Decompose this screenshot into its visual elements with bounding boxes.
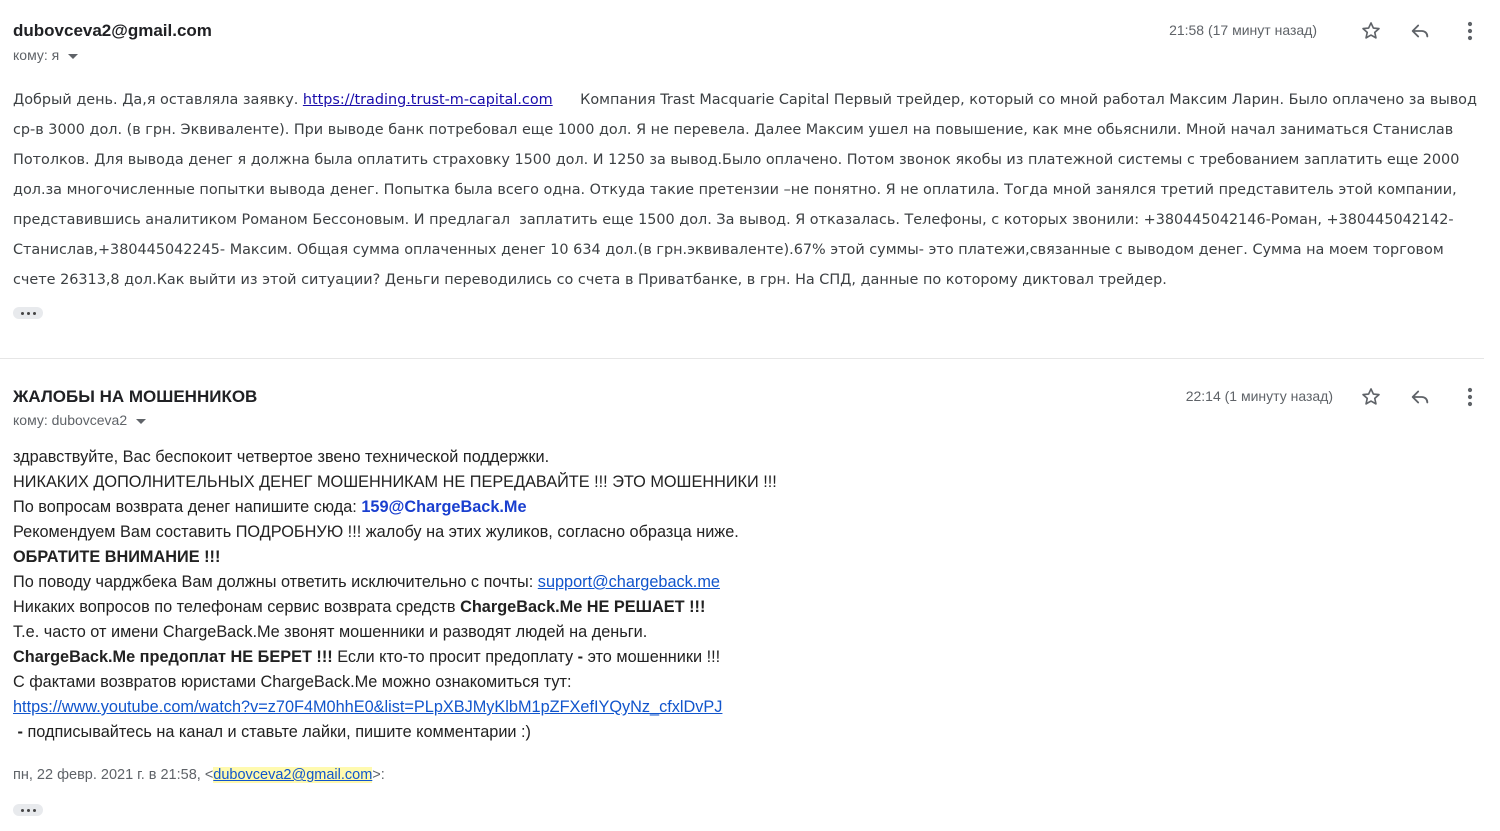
message-body <box>13 446 1413 746</box>
quote-email-link[interactable]: dubovceva2@gmail.com <box>213 767 373 783</box>
body-line <box>13 721 1413 746</box>
star-button[interactable] <box>1357 383 1385 411</box>
quoted-header <box>13 767 385 783</box>
body-text: Если кто-то просит предоплату <box>332 648 578 666</box>
youtube-link[interactable]: https://www.youtube.com/watch?v=z70F4M0hhE0&list=PLpXBJMyKlbM1pZFXefIYQyNz_cfxlDvPJ <box>13 698 723 716</box>
body-text: По вопросам возврата денег напишите сюда: <box>13 498 362 516</box>
body-line <box>13 696 1413 721</box>
body-text: Компания Trast Macquarie Capital Первый трейдер, который со мной работал Максим Ларин. Было оплачено за вывод ср-в 3000 дол. (в грн. Эквиваленте). При выводе банк потребовал еще 1000 дол. Я не перевела. Далее Максим ушел на повышение, как мне обьяснили. Мной начал заниматься Станислав Потолков. Для вывода денег я должна была оплатить страховку 1500 дол. И 1250 за вывод.Было оплачено. Потом звонок якобы из платежной системы с требованием заплатить еще 2000 дол.за многочисленные попытки вывода денег. Попытка была всего одна. Откуда такие претензии –не понятно. Я не оплатила. Тогда мной занялся третий представитель этой компании, представившись аналитиком Романом Бессоновым. И предлагал заплатить еще 1500 дол. За вывод. Я отказалась. Телефоны, с которых звонили: +380445042146-Роман, +380445042142-Станислав,+380445042245- Максим. Общая сумма оплаченных денег 10 634 дол.(в грн.эквиваленте).67% этой суммы- это платежи,связанные с выводом денег. Сумма на моем торговом счете 26313,8 дол.Как выйти из этой ситуации? Деньги переводились со счета в Приватбанке, в грн. На СПД, данные по которому диктовал трейдер. <box>13 92 1482 288</box>
ellipsis-icon <box>21 809 24 812</box>
message-timestamp: 22:14 (1 минуту назад) <box>1185 388 1333 404</box>
message-body <box>13 85 1488 295</box>
more-vert-icon <box>1467 387 1473 407</box>
body-bold-text: ChargeBack.Me НЕ РЕШАЕТ !!! <box>460 598 706 616</box>
chevron-down-icon[interactable] <box>68 54 78 59</box>
recipients-dropdown[interactable] <box>13 47 78 63</box>
attention-heading: ОБРАТИТЕ ВНИМАНИЕ !!! <box>13 548 221 566</box>
quote-text: пн, 22 февр. 2021 г. в 21:58, < <box>13 767 214 783</box>
reply-icon <box>1408 20 1432 42</box>
message-timestamp: 21:58 (17 минут назад) <box>1169 22 1317 38</box>
body-text: По поводу чарджбека Вам должны ответить исключительно с почты: <box>13 573 538 591</box>
body-line: Рекомендуем Вам составить ПОДРОБНУЮ !!! жалобу на этих жуликов, согласно образца ниже. <box>13 523 739 541</box>
sender-name[interactable]: dubovceva2@gmail.com <box>13 21 212 40</box>
body-bold-dash: - <box>577 648 584 666</box>
body-line: здравствуйте, Вас беспокоит четвертое звено технической поддержки. <box>13 448 550 466</box>
show-trimmed-button[interactable] <box>13 804 43 816</box>
body-bold-text: ChargeBack.Me предоплат НЕ БЕРЕТ !!! <box>13 648 333 666</box>
body-line <box>13 646 1413 671</box>
more-options-button[interactable] <box>1456 383 1484 411</box>
more-vert-icon <box>1467 21 1473 41</box>
body-line <box>13 496 1413 521</box>
star-button[interactable] <box>1357 17 1385 45</box>
body-line <box>13 546 1413 571</box>
chargeback-email-link[interactable]: 159@ChargeBack.Me <box>361 498 527 516</box>
ellipsis-dot <box>27 809 30 812</box>
body-line: Т.е. часто от имени ChargeBack.Me звонят мошенники и разводят людей на деньги. <box>13 623 648 641</box>
reply-button[interactable] <box>1406 17 1434 45</box>
sender-name[interactable]: ЖАЛОБЫ НА МОШЕННИКОВ <box>13 387 258 406</box>
show-trimmed-button[interactable] <box>13 307 43 319</box>
recipients-label: кому: я <box>13 47 60 63</box>
reply-button[interactable] <box>1406 383 1434 411</box>
chevron-down-icon[interactable] <box>136 419 146 424</box>
body-bold-dash: - <box>13 723 23 741</box>
body-text: это мошенники !!! <box>583 648 721 666</box>
body-text: Добрый день. Да,я оставляла заявку. <box>13 92 303 108</box>
ellipsis-icon <box>21 312 24 315</box>
trading-link[interactable]: https://trading.trust-m-capital.com <box>302 92 553 108</box>
body-text: Никаких вопросов по телефонам сервис возврата средств <box>13 598 461 616</box>
body-line <box>13 571 1413 596</box>
ellipsis-dot <box>27 312 30 315</box>
email-message-1 <box>0 0 1484 359</box>
ellipsis-dot <box>33 809 36 812</box>
body-text: подписывайтесь на канал и ставьте лайки, пишите комментарии :) <box>22 723 531 741</box>
body-line <box>13 596 1413 621</box>
support-email-link[interactable]: support@chargeback.me <box>537 573 720 591</box>
quote-text: >: <box>372 767 385 783</box>
body-line: НИКАКИХ ДОПОЛНИТЕЛЬНЫХ ДЕНЕГ МОШЕННИКАМ НЕ ПЕРЕДАВАЙТЕ !!! ЭТО МОШЕННИКИ !!! <box>13 473 777 491</box>
ellipsis-dot <box>33 312 36 315</box>
star-icon <box>1360 20 1382 42</box>
reply-icon <box>1408 386 1432 408</box>
star-icon <box>1360 386 1382 408</box>
body-line: С фактами возвратов юристами ChargeBack.Me можно ознакомиться тут: <box>13 673 572 691</box>
recipients-dropdown[interactable] <box>13 412 146 428</box>
more-options-button[interactable] <box>1456 17 1484 45</box>
recipients-label: кому: dubovceva2 <box>13 412 128 428</box>
